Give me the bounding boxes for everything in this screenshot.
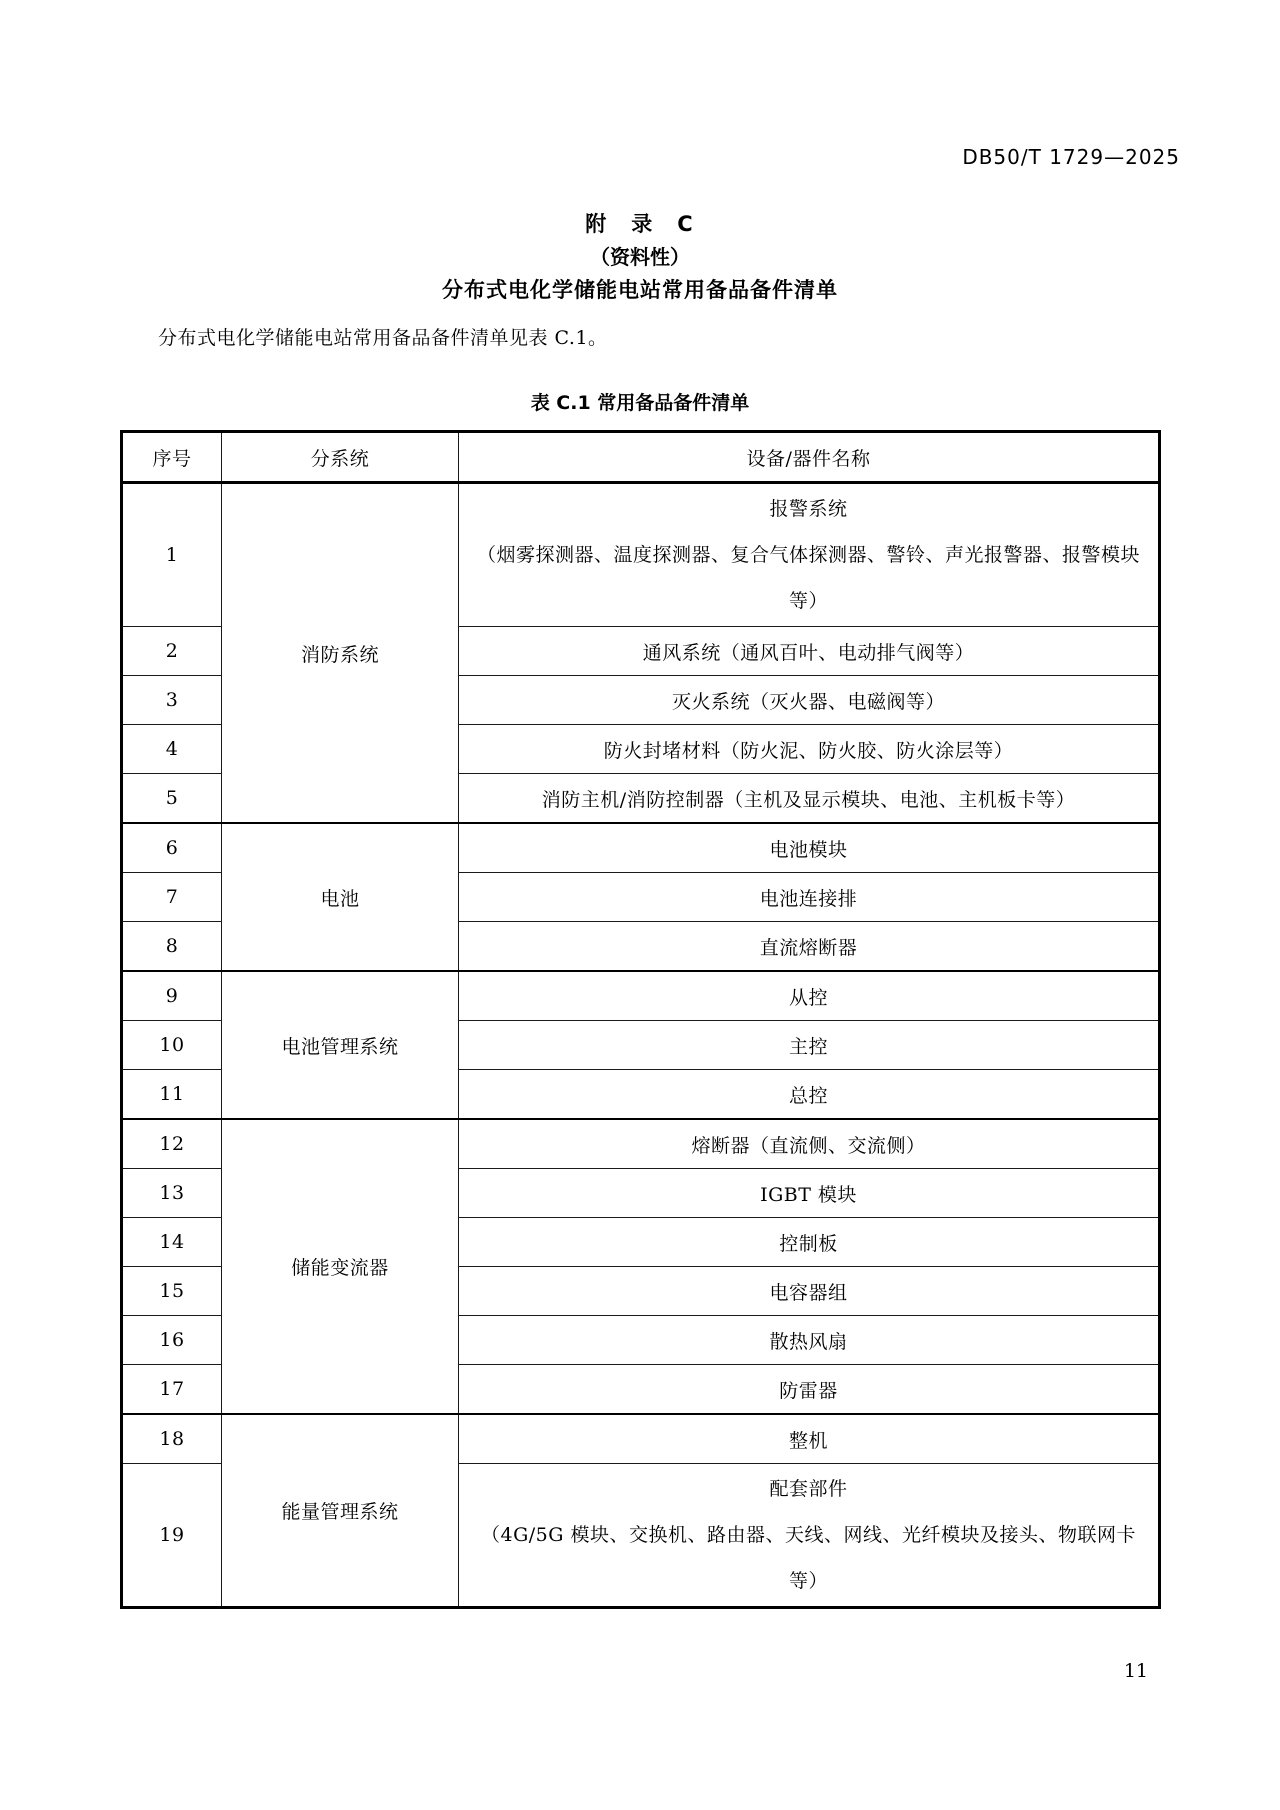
device-cell bbox=[459, 1464, 1160, 1608]
device-cell: 主控 bbox=[459, 1021, 1160, 1070]
table-caption: 表 C.1 常用备品备件清单 bbox=[530, 392, 750, 414]
device-cell: 直流熔断器 bbox=[459, 922, 1160, 972]
subsystem-cell: 能量管理系统 bbox=[222, 1414, 459, 1608]
row-number-cell: 19 bbox=[122, 1464, 222, 1608]
device-cell: 整机 bbox=[459, 1414, 1160, 1464]
subsystem-cell: 储能变流器 bbox=[222, 1119, 459, 1414]
row-number-cell: 18 bbox=[122, 1414, 222, 1464]
table-row bbox=[122, 483, 1160, 627]
row-number-cell: 11 bbox=[122, 1070, 222, 1120]
row-number-cell: 5 bbox=[122, 774, 222, 824]
column-header-subsystem: 分系统 bbox=[222, 432, 459, 483]
device-cell: 总控 bbox=[459, 1070, 1160, 1120]
row-number-cell: 9 bbox=[122, 971, 222, 1021]
row-number-cell: 15 bbox=[122, 1267, 222, 1316]
spare-parts-table bbox=[120, 430, 1161, 1609]
table-row bbox=[122, 1414, 1160, 1464]
device-cell bbox=[459, 483, 1160, 627]
row-number-cell: 13 bbox=[122, 1169, 222, 1218]
device-cell: 电容器组 bbox=[459, 1267, 1160, 1316]
device-title: 报警系统 bbox=[769, 498, 848, 520]
device-cell: 防雷器 bbox=[459, 1365, 1160, 1415]
row-number-cell: 14 bbox=[122, 1218, 222, 1267]
table-header bbox=[122, 432, 1160, 483]
standard-number-header: DB50/T 1729—2025 bbox=[962, 145, 1180, 169]
device-cell: 散热风扇 bbox=[459, 1316, 1160, 1365]
row-number-cell: 3 bbox=[122, 676, 222, 725]
device-cell: 电池连接排 bbox=[459, 873, 1160, 922]
appendix-subtitle: 分布式电化学储能电站常用备品备件清单 bbox=[442, 278, 838, 302]
device-detail: （烟雾探测器、温度探测器、复合气体探测器、警铃、声光报警器、报警模块等） bbox=[476, 544, 1140, 612]
intro-paragraph: 分布式电化学储能电站常用备品备件清单见表 C.1。 bbox=[158, 327, 608, 349]
device-cell: 电池模块 bbox=[459, 823, 1160, 873]
device-cell: 控制板 bbox=[459, 1218, 1160, 1267]
table-row bbox=[122, 1119, 1160, 1169]
column-header-no: 序号 bbox=[122, 432, 222, 483]
row-number-cell: 12 bbox=[122, 1119, 222, 1169]
page-content bbox=[120, 208, 1160, 1609]
spare-parts-table-body bbox=[122, 483, 1160, 1608]
device-cell: 从控 bbox=[459, 971, 1160, 1021]
row-number-cell: 1 bbox=[122, 483, 222, 627]
device-title: 配套部件 bbox=[769, 1478, 848, 1500]
subsystem-cell: 电池管理系统 bbox=[222, 971, 459, 1119]
table-row bbox=[122, 971, 1160, 1021]
device-cell: 防火封堵材料（防火泥、防火胶、防火涂层等） bbox=[459, 725, 1160, 774]
appendix-title: 附 录 C bbox=[585, 212, 695, 236]
device-cell: 熔断器（直流侧、交流侧） bbox=[459, 1119, 1160, 1169]
device-cell: 消防主机/消防控制器（主机及显示模块、电池、主机板卡等） bbox=[459, 774, 1160, 824]
row-number-cell: 10 bbox=[122, 1021, 222, 1070]
table-header-row bbox=[122, 432, 1160, 483]
column-header-device: 设备/器件名称 bbox=[459, 432, 1160, 483]
device-cell: 灭火系统（灭火器、电磁阀等） bbox=[459, 676, 1160, 725]
subsystem-cell: 消防系统 bbox=[222, 483, 459, 824]
row-number-cell: 6 bbox=[122, 823, 222, 873]
row-number-cell: 4 bbox=[122, 725, 222, 774]
appendix-informative-label: （资料性） bbox=[590, 245, 690, 269]
row-number-cell: 16 bbox=[122, 1316, 222, 1365]
table-row bbox=[122, 823, 1160, 873]
subsystem-cell: 电池 bbox=[222, 823, 459, 971]
row-number-cell: 7 bbox=[122, 873, 222, 922]
device-cell: 通风系统（通风百叶、电动排气阀等） bbox=[459, 627, 1160, 676]
row-number-cell: 2 bbox=[122, 627, 222, 676]
device-detail: （4G/5G 模块、交换机、路由器、天线、网线、光纤模块及接头、物联网卡等） bbox=[481, 1524, 1136, 1592]
device-cell: IGBT 模块 bbox=[459, 1169, 1160, 1218]
row-number-cell: 8 bbox=[122, 922, 222, 972]
row-number-cell: 17 bbox=[122, 1365, 222, 1415]
page-number: 11 bbox=[1123, 1660, 1148, 1682]
